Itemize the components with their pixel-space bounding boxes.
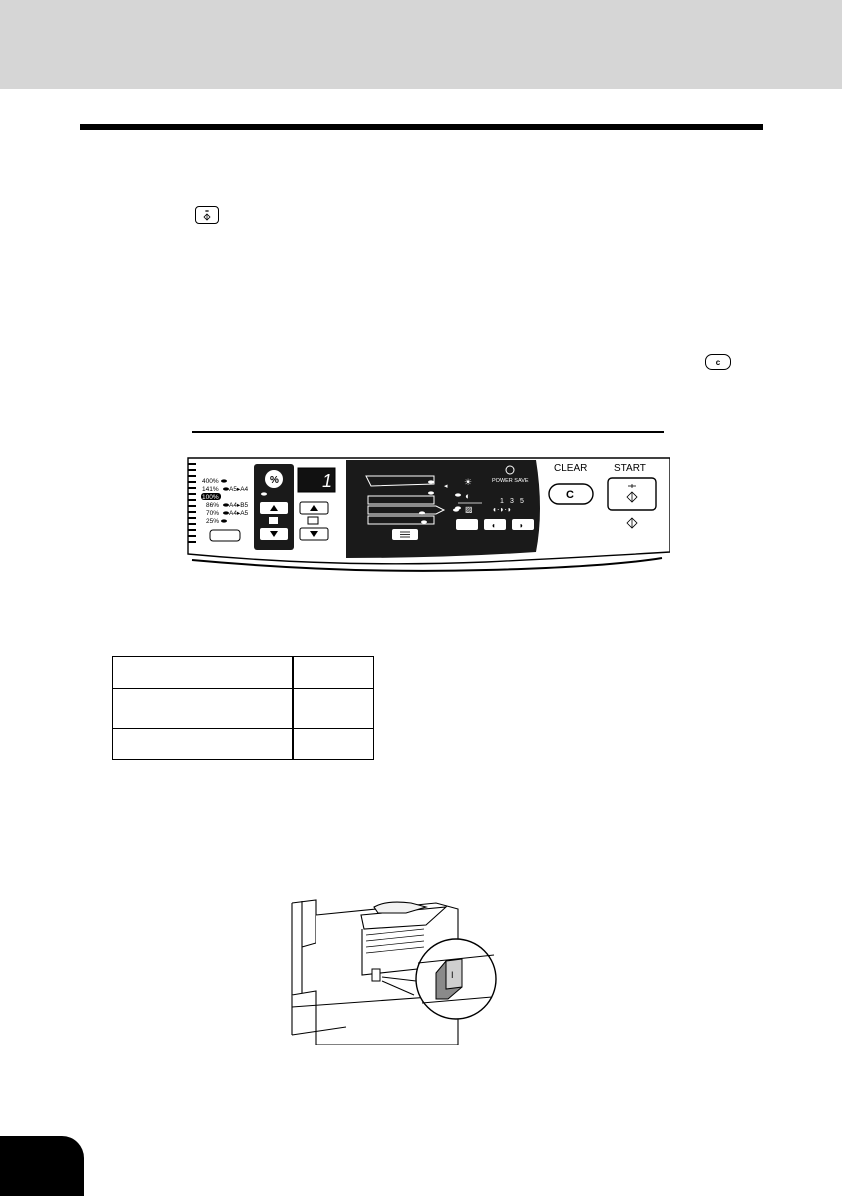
svg-text:◖·◗·◗: ◖·◗·◗ bbox=[492, 505, 512, 514]
photo-mode-icon: ▨ bbox=[465, 505, 473, 514]
start-label: START bbox=[614, 463, 646, 474]
power-save-label: POWER SAVE bbox=[492, 478, 529, 484]
copier-power-switch-illustration bbox=[286, 895, 504, 1045]
exposure-mode-button[interactable] bbox=[456, 519, 478, 530]
zoom-preset: 400% bbox=[202, 478, 219, 485]
clear-label: CLEAR bbox=[554, 463, 588, 474]
zoom-select-button[interactable] bbox=[210, 530, 240, 541]
table-row bbox=[113, 728, 373, 759]
spec-table bbox=[112, 656, 374, 760]
copy-count-value: 1 bbox=[322, 471, 333, 491]
auto-exposure-icon: ☀ bbox=[464, 477, 473, 487]
svg-text:◂: ◂ bbox=[444, 483, 448, 490]
page-tab bbox=[0, 1136, 84, 1196]
header-band bbox=[0, 0, 842, 89]
zoom-paper: A5▸A4 bbox=[229, 486, 249, 493]
zoom-preset: 141% bbox=[202, 486, 219, 493]
zoom-preset-selected: 100% bbox=[202, 494, 219, 501]
zoom-percent-label: % bbox=[270, 475, 279, 486]
clear-key-glyph: c bbox=[715, 357, 721, 367]
exposure-scale: 1 bbox=[500, 498, 504, 505]
clear-key-icon bbox=[705, 354, 731, 370]
zoom-preset: 86% bbox=[206, 502, 220, 509]
zoom-paper: A4▸A5 bbox=[229, 510, 249, 517]
svg-text:◗: ◗ bbox=[519, 521, 524, 530]
zoom-preset: 25% bbox=[206, 518, 220, 525]
panel-rule bbox=[192, 431, 664, 433]
title-rule bbox=[80, 124, 763, 130]
exposure-scale: 3 bbox=[510, 498, 514, 505]
clear-button-label: C bbox=[566, 489, 574, 501]
start-key-icon bbox=[195, 206, 219, 224]
zoom-preset: 70% bbox=[206, 510, 220, 517]
control-panel bbox=[186, 440, 670, 590]
exposure-scale: 5 bbox=[520, 498, 524, 505]
table-row bbox=[113, 688, 373, 728]
zoom-paper: A4▸B5 bbox=[229, 502, 249, 509]
svg-text:I: I bbox=[451, 970, 454, 980]
text-mode-icon: ◐ bbox=[465, 491, 471, 501]
svg-text:◖: ◖ bbox=[491, 521, 496, 530]
